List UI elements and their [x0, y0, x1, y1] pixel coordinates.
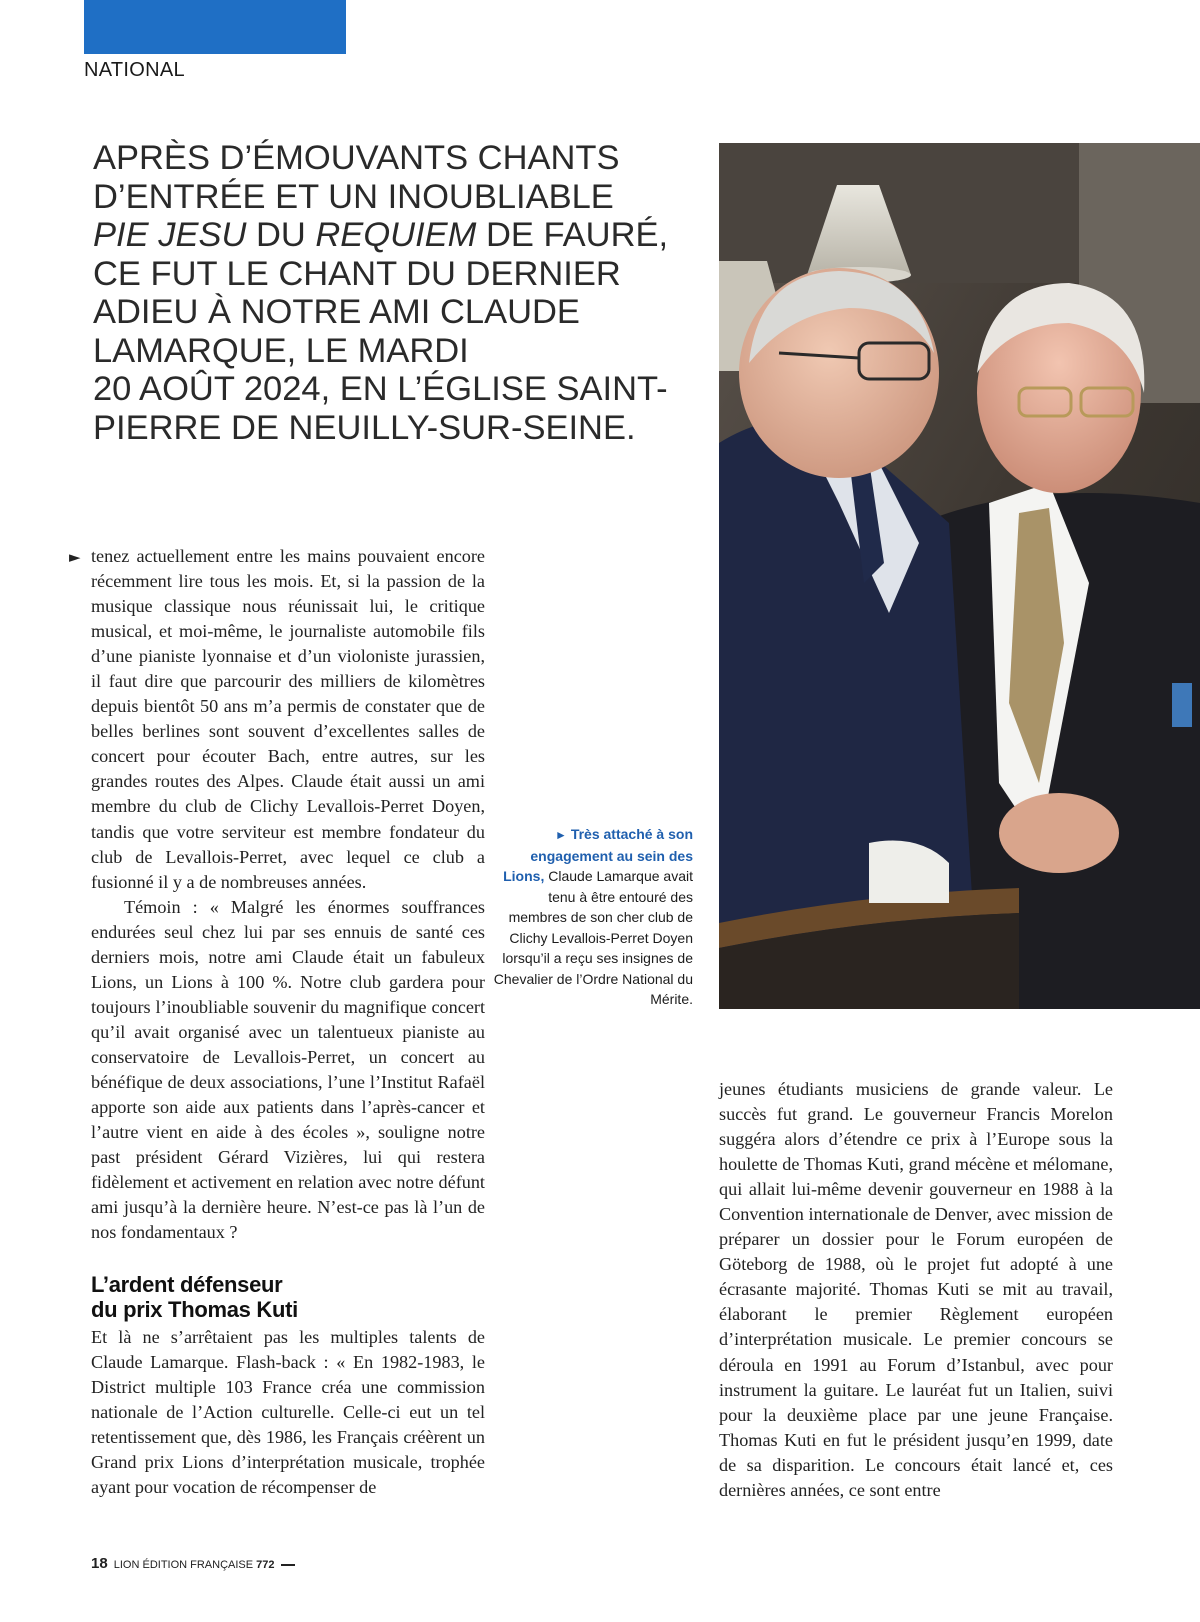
article-paragraph: tenez actuellement entre les mains pouvaient encore récemment lire tous les mois. Et, si la passion de la musique classique nous réunissait lui, le critique musical, et moi-même, le journaliste automobile fils d’une pianiste lyonnaise et d’un violoniste jurassien, il faut dire que parcourir des milliers de kilomètres depuis bientôt 50 ans m’a permis de constater que de belles berlines sont souvent d’excellentes salles de concert pour écouter Bach, entre autres, sur les grandes routes des Alpes. Claude était aussi un ami membre du club de Clichy Levallois-Perret Doyen, tandis que votre serviteur est membre fondateur du club de Levallois-Perret, avec lequel ce club a fusionné il y a de nombreuses années. [91, 546, 485, 892]
article-column-right [719, 1077, 1113, 1503]
triangle-right-icon: ► [69, 548, 81, 566]
section-label: NATIONAL [84, 59, 185, 81]
lead-line: PIERRE DE NEUILLY-SUR-SEINE. [93, 408, 636, 447]
article-column-left-continued [91, 1325, 485, 1500]
publication-name: LION ÉDITION FRANÇAISE [113, 1559, 254, 1571]
lead-line: CE FUT LE CHANT DU DERNIER [93, 254, 621, 293]
header-color-bar [84, 0, 346, 54]
page-footer [91, 1555, 295, 1572]
article-column-left [69, 544, 485, 1245]
lead-line: APRÈS D’ÉMOUVANTS CHANTS [93, 139, 620, 177]
article-paragraph: Témoin : « Malgré les énormes souffrances endurées seul chez lui par ses ennuis de santé ces derniers mois, notre ami Claude était un fabuleux Lions, un Lions à 100 %. Notre club gardera pour toujours l’inoubliable souvenir du magnifique concert qu’il avait organisé avec un talentueux pianiste au conservatoire de Levallois-Perret, un concert au bénéfique de deux associations, l’une l’Institut Rafaël apporte son aide aux patients dans l’après-cancer et l’autre vient en aide à des écoles », souligne notre past président Gérard Vizières, lui qui restera fidèlement et activement en relation avec notre défunt ami jusqu’à la dernière heure. N’est-ce pas là l’un de nos fondamentaux ? [91, 896, 485, 1243]
caption-highlight: Très attaché à son engagement au sein des Lions, [503, 826, 693, 884]
article-paragraph: jeunes étudiants musiciens de grande valeur. Le succès fut grand. Le gouverneur Francis Morelon suggéra alors d’étendre ce prix à l’Europe sous la houlette de Thomas Kuti, grand mécène et mélomane, qui allait lui-même devenir gouverneur en 1988 à la Convention internationale de Denver, avec mission de préparer un dossier pour le Forum européen de Göteborg de 1988, où le projet fut adopté à une écrasante majorité. Thomas Kuti se mit au travail, élaborant le premier Règlement européen d’interprétation musicale. Le premier concours se déroula en 1991 au Forum d’Istanbul, avec pour instrument la guitare. Le lauréat fut un Italien, suivi pour la deuxième place par une jeune Française. Thomas Kuti en fut le président jusqu’en 1999, date de sa disparition. Le concours était lancé et, ces dernières années, ce sont entre [719, 1079, 1113, 1500]
lead-work-title: REQUIEM [315, 216, 477, 254]
photo-caption [490, 824, 693, 1010]
lead-line: 20 AOÛT 2024, EN L’ÉGLISE SAINT- [93, 370, 668, 408]
lead-work-title: PIE JESU [93, 216, 247, 254]
lead-line: PIE JESU DU REQUIEM DE FAURÉ, [93, 216, 669, 254]
lead-paragraph [93, 139, 693, 447]
article-paragraph: Et là ne s’arrêtaient pas les multiples talents de Claude Lamarque. Flash-back : « En 1982-1983, le District multiple 103 France créa une commission nationale de l’Action culturelle. Celle-ci eut un tel retentissement que, dès 1986, les Français créèrent un Grand prix Lions d’interprétation musicale, trophée ayant pour vocation de récompenser de [91, 1327, 485, 1498]
ceremony-photo [719, 143, 1200, 1009]
lead-line: ADIEU À NOTRE AMI CLAUDE [93, 293, 580, 331]
lead-line: D’ENTRÉE ET UN INOUBLIABLE [93, 177, 614, 216]
article-subheading: L’ardent défenseur du prix Thomas Kuti [91, 1272, 298, 1322]
footer-rule [281, 1564, 295, 1566]
page-number: 18 [91, 1555, 108, 1572]
caption-text: Claude Lamarque avait tenu à être entouré des membres de son cher club de Clichy Levallois-Perret Doyen lorsqu’il a reçu ses insignes de Chevalier de l’Ordre National du Mérite. [493, 868, 693, 1007]
lead-line: LAMARQUE, LE MARDI [93, 331, 469, 370]
issue-number: 772 [256, 1559, 275, 1571]
triangle-right-icon: ► [555, 828, 567, 842]
